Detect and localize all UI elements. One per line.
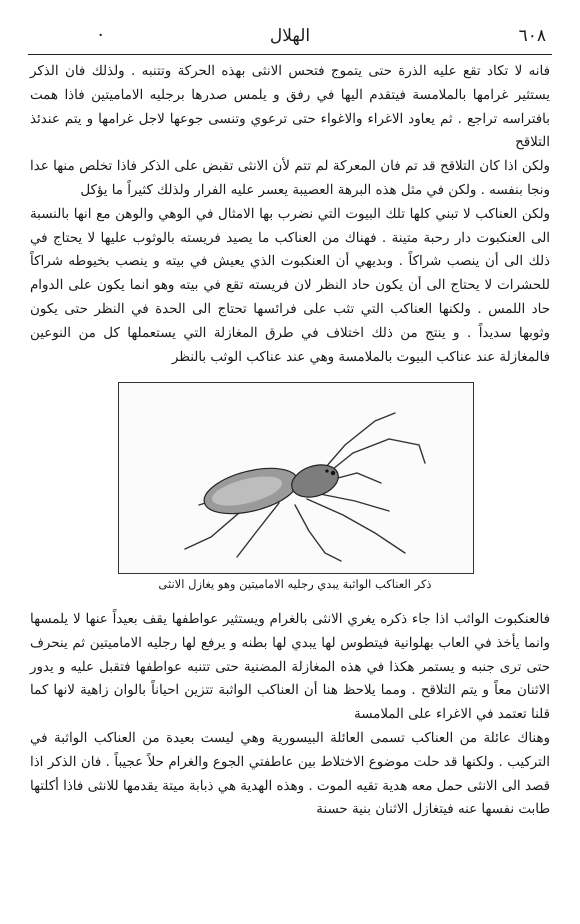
paragraph: فالعنكبوت الواثب اذا جاء ذكره يغري الانثى بالغرام ويستثير عواطفها يقف بعيداً عنها لا يلمسها وانما يأخذ في العاب بهلوانية فيتطوس لها يبدي لها بطنه و يرفع لها رجليه الاماميتين ثم ينحرف حتى ترى جنبه و يستمر هكذا في هذه المغازلة المضنية حتى تتنبه عواطفها فتقبل عليه و يدور الاثنان معاً و يتم التلاقح . ومما يلاحظ هنا أن العناكب الواثبة تتزين احياناً بالوان زاهية لانها كما قلنا تعتمد في الاغراء على الملامسة (30, 612, 550, 723)
journal-title: الهلال (269, 26, 311, 46)
text-block-bottom (30, 608, 550, 822)
text-block-top (30, 60, 550, 369)
figure-caption: ذكر العناكب الواثبة يبدي رجليه الاماميتين وهو يغازل الانثى (158, 577, 432, 591)
paragraph: فانه لا تكاد تقع عليه الذرة حتى يتموج فتحس الانثى بهذه الحركة وتتنبه . ولذلك فان الذكر يستثير غرامها بالملامسة فيتقدم اليها في رفق و يلمس صدرها برجليه الاماميتين فاذا همت بافتراسه تراجع . ثم يعاود الاغراء والاغواء حتى ترعوي وتنسى جوعها لاجل غرامها و يتم عندئذ التلاقح (30, 64, 550, 151)
paragraph: ولكن العناكب لا تبني كلها تلك البيوت التي نضرب بها الامثال في الوهي والوهن مع انها بالنسبة الى العنكبوت دار رحبة متينة . فهناك من العناكب ما يصيد فريسته بالوثوب عليها لا يحتاج في ذلك الى أن ينصب شراكاً . وبديهي أن العنكبوت الذي يعيش في بيته و ينصب بخيوطه شراكاً للحشرات لا يحتاج الى أن يكون حاد النظر لان فريسته تقع في بيته وهو انما يكون على الدوام حاد اللمس . ولكنها العناكب التي تثب على فرائسها تحتاج الى الحدة في النظر حتى يكون وثوبها سديداً . و ينتج من ذلك اختلاف في طرق المغازلة التي يستعملها كل من النوعين فالمغازلة عند عناكب البيوت بالملامسة وهي عند عناكب الوثب بالنظر (30, 206, 550, 365)
page-number: ٦٠٨ (518, 26, 546, 46)
paragraph: وهناك عائلة من العناكب تسمى العائلة البيسورية وهي ليست بعيدة من العناكب الواثبة في التركيب . ولكنها قد حلت موضوع الاختلاط بين عاطفتي الجوع والغرام حلاً عجيباً . فان الذكر اذا قصد الى الانثى حمل معه هدية تقيه الموت . وهذه الهدية هي ذبابة ميتة يقدمها للانثى فاذا أكلتها طابت نفسها عنه فيتغازل الاثنان بنية حسنة (30, 730, 550, 818)
jumping-spider-icon (119, 383, 473, 573)
header-rule (28, 54, 552, 55)
running-header (28, 26, 552, 50)
paragraph: ولكن اذا كان التلاقح قد تم فان المعركة لم تتم لأن الانثى تقبض على الذكر فاذا تخلص منها عدا ونجا بنفسه . ولكن في مثل هذه البرهة العصيبة يعسر عليه الفرار ولذلك كثيراً ما يؤكل (30, 159, 550, 198)
header-mark: · (98, 26, 104, 46)
spider-figure (118, 382, 474, 574)
